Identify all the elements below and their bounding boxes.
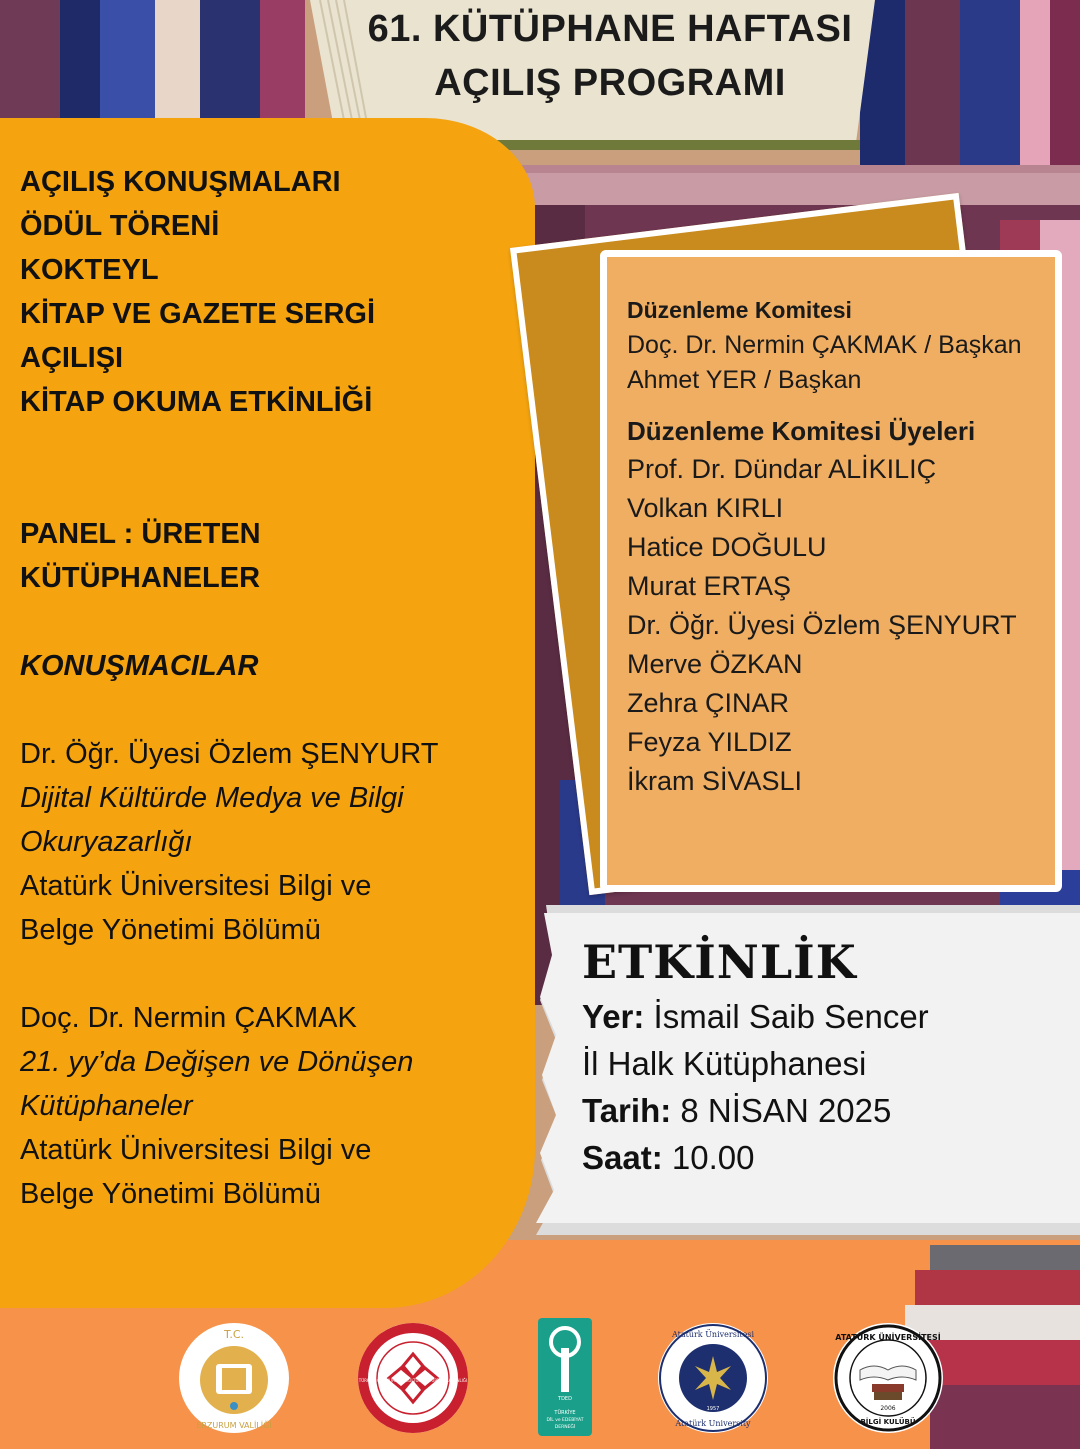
committee-member: Feyza YILDIZ — [627, 727, 792, 757]
speaker-2-affiliation: Belge Yönetimi Bölümü — [20, 1178, 321, 1210]
program-item: KİTAP VE GAZETE SERGİ — [20, 298, 376, 330]
speaker-1-affiliation: Atatürk Üniversitesi Bilgi ve — [20, 870, 372, 902]
program-item: ÖDÜL TÖRENİ — [20, 210, 220, 242]
svg-text:TÜRKİYE CUMHURİYETİ KÜLTÜR VE: TÜRKİYE CUMHURİYETİ KÜLTÜR VE TURİZM BAKANLIĞI — [358, 1378, 468, 1383]
event-place-line-2: İl Halk Kütüphanesi — [582, 1045, 867, 1082]
svg-text:DİL ve EDEBİYAT: DİL ve EDEBİYAT — [546, 1418, 584, 1423]
committee-member: Merve ÖZKAN — [627, 649, 803, 679]
speaker-2-topic: Kütüphaneler — [20, 1090, 193, 1122]
committee-heading: Düzenleme Komitesi — [627, 297, 852, 323]
program-item: KİTAP OKUMA ETKİNLİĞİ — [20, 386, 373, 418]
speakers-heading: KONUŞMACILAR — [20, 650, 259, 682]
panel-title-line-2: KÜTÜPHANELER — [20, 562, 261, 594]
svg-text:DERNEĞİ: DERNEĞİ — [554, 1425, 576, 1430]
bilgi-kulubu-logo — [832, 1322, 944, 1434]
svg-text:Atatürk Üniversitesi: Atatürk Üniversitesi — [671, 1330, 755, 1339]
poster-title-line-1: 61. KÜTÜPHANE HAFTASI — [367, 8, 853, 50]
program-item: AÇILIŞ KONUŞMALARI — [20, 166, 341, 198]
svg-text:ERZURUM VALİLİĞİ: ERZURUM VALİLİĞİ — [196, 1421, 272, 1430]
committee-member: Murat ERTAŞ — [627, 571, 792, 601]
svg-text:TDED: TDED — [558, 1396, 572, 1402]
event-place — [582, 998, 929, 1036]
event-heading: ETKİNLİK — [582, 935, 857, 989]
speaker-1-topic: Okuryazarlığı — [20, 826, 193, 858]
speaker-2-name: Doç. Dr. Nermin ÇAKMAK — [20, 1002, 357, 1034]
event-place-value: İsmail Saib Sencer — [644, 998, 929, 1035]
ataturk-universitesi-logo — [657, 1322, 769, 1434]
program-item: KOKTEYL — [20, 254, 159, 286]
svg-text:1957: 1957 — [706, 1406, 720, 1412]
panel-title-line-1: PANEL : ÜRETEN — [20, 518, 261, 550]
event-time-value: 10.00 — [662, 1139, 755, 1176]
event-date-value: 8 NİSAN 2025 — [671, 1092, 892, 1129]
svg-text:ATATÜRK ÜNİVERSİTESİ: ATATÜRK ÜNİVERSİTESİ — [835, 1333, 941, 1342]
speaker-1-name: Dr. Öğr. Üyesi Özlem ŞENYURT — [20, 738, 439, 770]
committee-members-heading: Düzenleme Komitesi Üyeleri — [627, 416, 976, 446]
committee-member: Volkan KIRLI — [627, 493, 784, 523]
svg-text:BİLGİ KULÜBÜ: BİLGİ KULÜBÜ — [860, 1418, 916, 1426]
committee-chair: Doç. Dr. Nermin ÇAKMAK / Başkan — [627, 331, 1022, 359]
program-item: AÇILIŞI — [20, 342, 124, 374]
event-date-label: Tarih: — [582, 1092, 672, 1129]
event-place-label: Yer: — [582, 998, 645, 1035]
kultur-turizm-bakanligi-logo — [357, 1322, 469, 1434]
svg-text:TÜRKİYE: TÜRKİYE — [554, 1410, 576, 1416]
event-time — [582, 1139, 754, 1177]
speaker-1-affiliation: Belge Yönetimi Bölümü — [20, 914, 321, 946]
event-time-label: Saat: — [582, 1139, 663, 1176]
committee-chair: Ahmet YER / Başkan — [627, 366, 862, 394]
speaker-2-topic: 21. yy’da Değişen ve Dönüşen — [20, 1046, 414, 1078]
svg-text:T.C.: T.C. — [223, 1328, 245, 1341]
committee-member: Prof. Dr. Dündar ALİKILIÇ — [627, 454, 937, 484]
committee-member: Dr. Öğr. Üyesi Özlem ŞENYURT — [627, 610, 1017, 640]
committee-member: Hatice DOĞULU — [627, 532, 827, 562]
poster-title-line-2: AÇILIŞ PROGRAMI — [434, 62, 786, 104]
svg-text:2006: 2006 — [880, 1405, 896, 1412]
event-date — [582, 1092, 891, 1130]
committee-member: İkram SİVASLI — [627, 766, 803, 796]
svg-text:Atatürk University: Atatürk University — [675, 1419, 751, 1428]
speaker-1-topic: Dijital Kültürde Medya ve Bilgi — [20, 782, 404, 814]
speaker-2-affiliation: Atatürk Üniversitesi Bilgi ve — [20, 1134, 372, 1166]
committee-member: Zehra ÇINAR — [627, 688, 790, 718]
turkiye-dil-edebiyat-dernegi-logo — [538, 1318, 592, 1436]
erzurum-valiligi-logo — [178, 1322, 290, 1434]
